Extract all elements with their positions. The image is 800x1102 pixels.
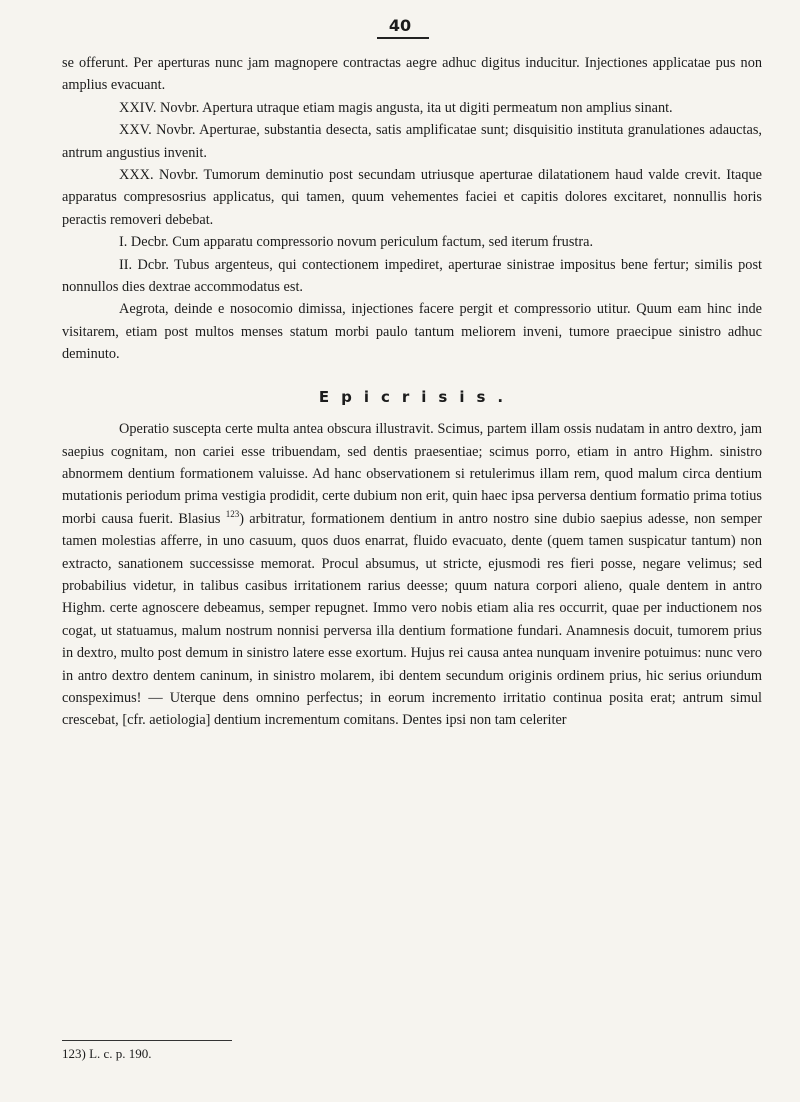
- footnote: 123) L. c. p. 190.: [62, 1046, 152, 1061]
- page-number: 40: [388, 16, 412, 35]
- paragraph-4: XXX. Novbr. Tumorum deminutio post secundam utriusque aperturae dilatationem haud valde crevit. Itaque apparatus compresosrius applicatus, qui tamen, quum vehementes faciei et capitis dolores excitaret, nonnullis horis peractis removeri debebat.: [62, 167, 762, 228]
- paragraph-8-part-b: ) arbitratur, formationem dentium in antro nostro sine dubio saepius adesse, non semper tamen molestias afferre, in uno casuum, quos duos enarrat, fluido evacuato, dente (quem tamen suspicatur tantum) non extracto, sanationem successisse memorat. Procul absumus, ut stricte, ejusmodi res fieri posse, negare velimus; sed probabilius videtur, in talibus casibus irritationem rarius deesse; quum natura corpori alieno, quale dentem in antro Highm. certe agnoscere debeamus, semper repugnet. Immo vero nobis etiam alia res occurrit, quae per inductionem nos cogat, ut statuamus, malum nostrum nonnisi perversa illa dentium formatione fundari. Anamnesis docuit, tumorem prius in dextro, multo post demum in sinistro latere esse exortum. Hujus rei causa antea nunquam invenire potuimus: nunc vero in antro dextro dentem caninum, in sinistro molarem, ibi dentem secundum originis ordinem prius, hic serius oriundum conspeximus! — Uterque dens omnino perfectus; in eorum incremento irritatio continua posita erat; antrum simul crescebat, [cfr. aetiologia] dentium incrementum comitans. Dentes ipsi non tam celeriter: [62, 510, 762, 729]
- header-rule: [377, 37, 429, 39]
- paragraph-2: XXIV. Novbr. Apertura utraque etiam magis angusta, ita ut digiti permeatum non amplius sinant.: [119, 99, 673, 116]
- body-text: [62, 52, 762, 732]
- section-heading: Epicrisis.: [318, 387, 516, 406]
- footnote-rule: [62, 1040, 232, 1041]
- paragraph-1: se offerunt. Per aperturas nunc jam magnopere contractas aegre adhuc digitus inducitur. Injectiones applicatae pus non amplius evacuant.: [62, 55, 762, 94]
- paragraph-8: [62, 418, 762, 732]
- paragraph-8-part-a: Operatio suscepta certe multa antea obscura illustravit. Scimus, partem illam ossis nudatam in antro dextro, jam saepius cognitam, non cariei esse tribuendam, sed dentis praesentiae; scimus porro, etiam in antro Highm. sinistro abnormem dentium formationem valuisse. Ad hanc observationem si retulerimus illam rem, quod malum circa dentium mutationis periodum prima vestigia prodidit, certe dubium non erit, quin haec ipsa perversa dentium formatio prima totius morbi causa fuerit. Blasius: [62, 421, 762, 527]
- paragraph-5: I. Decbr. Cum apparatu compressorio novum periculum factum, sed iterum frustra.: [119, 234, 594, 251]
- footnote-reference: 123: [225, 508, 240, 519]
- paragraph-7: Aegrota, deinde e nosocomio dimissa, injectiones facere pergit et compressorio utitur. Quum eam hinc inde visitarem, etiam post multos menses statum morbi paulo tantum meliorem inveni, tumore praecipue sinistro adhuc deminuto.: [62, 301, 762, 363]
- paragraph-6: II. Dcbr. Tubus argenteus, qui contectionem impediret, aperturae sinistrae impositus bene fertur; similis post nonnullos dies dextrae accommodatus est.: [62, 256, 762, 296]
- paragraph-3: XXV. Novbr. Aperturae, substantia desecta, satis amplificatae sunt; disquisitio instituta granulationes adauctas, antrum angustius invenit.: [62, 122, 762, 161]
